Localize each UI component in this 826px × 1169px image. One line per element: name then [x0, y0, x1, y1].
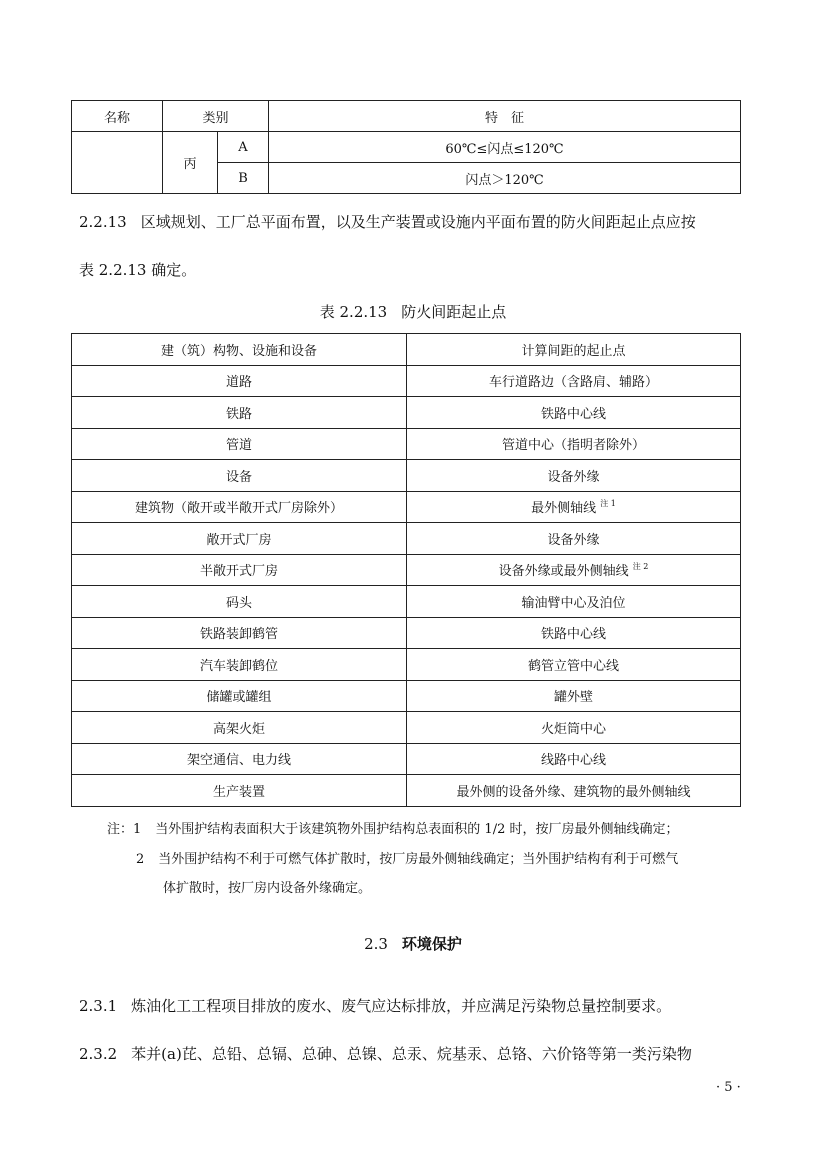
classification-table	[71, 100, 741, 194]
start-point-cell	[407, 491, 741, 523]
table-row	[72, 365, 741, 397]
table-row	[72, 428, 741, 460]
start-point-text: 火炬筒中心	[540, 721, 606, 737]
table-row	[72, 743, 741, 775]
structure-cell: 敞开式厂房	[72, 523, 407, 555]
caption-number: 表 2.2.13	[319, 303, 388, 321]
table-caption	[0, 301, 826, 322]
start-point-cell	[407, 712, 741, 744]
start-point-text: 铁路中心线	[540, 627, 606, 643]
start-point-text: 设备外缘或最外侧轴线	[498, 564, 629, 580]
table-row	[72, 712, 741, 744]
note-2-text-line2: 体扩散时，按厂房内设备外缘确定。	[163, 881, 372, 896]
section-heading	[0, 933, 826, 954]
structure-cell: 道路	[72, 365, 407, 397]
structure-cell: 架空通信、电力线	[72, 743, 407, 775]
table-row	[72, 491, 741, 523]
start-point-text: 最外侧的设备外缘、建筑物的最外侧轴线	[456, 784, 691, 800]
structure-cell: 码头	[72, 586, 407, 618]
para-2-2-13-line1	[79, 211, 696, 232]
structure-cell: 半敞开式厂房	[72, 554, 407, 586]
table-header-row	[72, 101, 741, 132]
start-point-text: 罐外壁	[553, 690, 593, 706]
start-point-text: 管道中心（指明者除外）	[501, 438, 645, 454]
structure-cell: 汽车装卸鹤位	[72, 649, 407, 681]
para-2-2-13-line2: 表 2.2.13 确定。	[79, 261, 197, 279]
note-2	[136, 848, 678, 867]
start-point-text: 设备外缘	[547, 469, 600, 485]
table-row	[72, 554, 741, 586]
note-2-number: 2	[136, 852, 145, 867]
note-label: 注：	[107, 822, 134, 837]
start-point-cell	[407, 428, 741, 460]
page-number: · 5 ·	[716, 1080, 741, 1095]
start-point-cell	[407, 523, 741, 555]
caption-title: 防火间距起止点	[401, 303, 507, 321]
section-number: 2.3	[364, 935, 388, 953]
structure-cell: 生产装置	[72, 775, 407, 807]
group-cell: 丙	[163, 132, 218, 194]
structure-cell: 储罐或罐组	[72, 680, 407, 712]
para-number: 2.3.2	[79, 1045, 118, 1063]
start-point-text: 输油臂中心及泊位	[521, 595, 626, 611]
structure-cell: 建筑物（敞开或半敞开式厂房除外）	[72, 491, 407, 523]
sub-cell: A	[218, 132, 269, 163]
structure-cell: 设备	[72, 460, 407, 492]
start-point-text: 车行道路边（含路肩、辅路）	[488, 375, 658, 391]
section-title: 环境保护	[401, 935, 462, 953]
table-row	[72, 397, 741, 429]
empty-name-cell	[72, 132, 163, 194]
start-point-text: 设备外缘	[547, 532, 600, 548]
sub-cell: B	[218, 163, 269, 194]
note-1-number: 1	[133, 822, 142, 837]
start-point-cell	[407, 365, 741, 397]
table-row	[72, 460, 741, 492]
para-text: 炼油化工工程项目排放的废水、废气应达标排放，并应满足污染物总量控制要求。	[131, 997, 672, 1015]
table-row	[72, 649, 741, 681]
para-2-3-2	[79, 1043, 692, 1064]
table-row	[72, 775, 741, 807]
table-row	[72, 523, 741, 555]
start-point-cell	[407, 586, 741, 618]
table-header-row	[72, 334, 741, 366]
start-point-cell	[407, 554, 741, 586]
feature-cell: 闪点＞120℃	[269, 163, 741, 194]
header-start-point: 计算间距的起止点	[407, 334, 741, 366]
fire-distance-table	[71, 333, 741, 807]
table-row	[72, 586, 741, 618]
para-text: 区域规划、工厂总平面布置，以及生产装置或设施内平面布置的防火间距起止点应按	[140, 213, 696, 231]
note-reference: 注 1	[600, 499, 616, 509]
header-structure: 建（筑）构物、设施和设备	[72, 334, 407, 366]
note-1-text: 当外围护结构表面积大于该建筑物外围护结构总表面积的 1/2 时，按厂房最外侧轴线确定；	[155, 822, 679, 837]
table-row	[72, 617, 741, 649]
start-point-cell	[407, 460, 741, 492]
structure-cell: 高架火炬	[72, 712, 407, 744]
para-text: 苯并(a)芘、总铅、总镉、总砷、总镍、总汞、烷基汞、总铬、六价铬等第一类污染物	[131, 1045, 692, 1063]
start-point-text: 线路中心线	[540, 753, 606, 769]
structure-cell: 管道	[72, 428, 407, 460]
start-point-text: 最外侧轴线	[531, 501, 597, 517]
header-type: 类别	[163, 101, 269, 132]
start-point-cell	[407, 680, 741, 712]
structure-cell: 铁路装卸鹤管	[72, 617, 407, 649]
start-point-cell	[407, 775, 741, 807]
start-point-cell	[407, 649, 741, 681]
table-row	[72, 680, 741, 712]
start-point-cell	[407, 743, 741, 775]
start-point-cell	[407, 397, 741, 429]
start-point-text: 鹤管立管中心线	[527, 658, 619, 674]
feature-cell: 60℃≤闪点≤120℃	[269, 132, 741, 163]
para-2-3-1	[79, 995, 671, 1016]
header-feature: 特 征	[269, 101, 741, 132]
structure-cell: 铁路	[72, 397, 407, 429]
start-point-cell	[407, 617, 741, 649]
header-name: 名称	[72, 101, 163, 132]
table-row	[72, 132, 741, 163]
note-reference: 注 2	[632, 562, 649, 572]
para-number: 2.2.13	[79, 213, 127, 231]
note-1	[107, 818, 678, 837]
para-number: 2.3.1	[79, 997, 118, 1015]
start-point-text: 铁路中心线	[540, 406, 606, 422]
note-2-text-line1: 当外围护结构不利于可燃气体扩散时，按厂房最外侧轴线确定；当外围护结构有利于可燃气	[158, 852, 679, 867]
